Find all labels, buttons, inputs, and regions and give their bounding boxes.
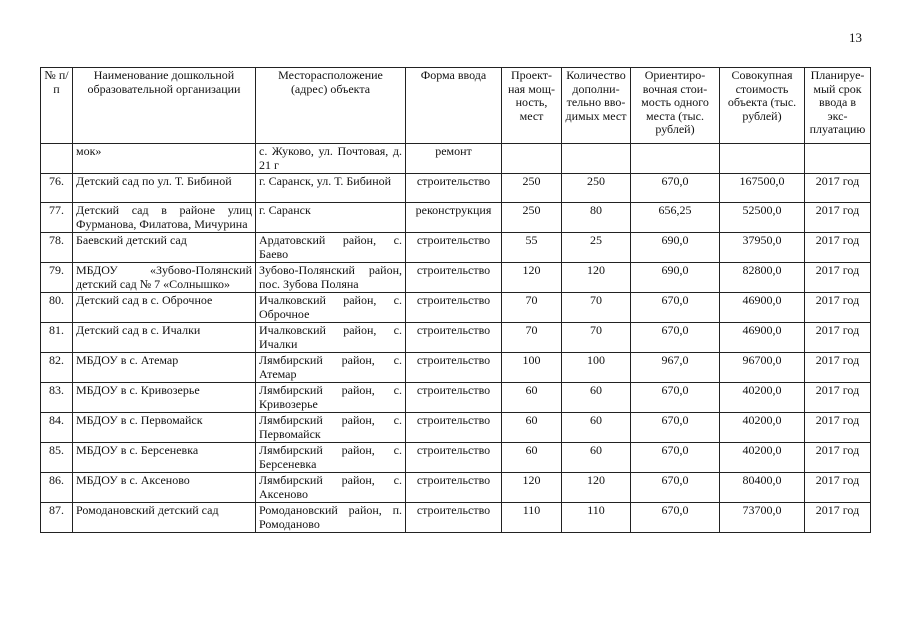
organization-name-cell: МБДОУ «Зубово-Полянский детский сад № 7 «Солнышко» (73, 263, 256, 293)
table-row (41, 293, 871, 323)
organization-name-cell: МБДОУ в с. Кривозерье (73, 383, 256, 413)
capacity-cell: 60 (502, 443, 562, 473)
capacity-cell: 60 (502, 383, 562, 413)
unit-cost-cell: 670,0 (631, 413, 720, 443)
organization-name-cell: Детский сад в с. Оброчное (73, 293, 256, 323)
input-form-cell: реконструкция (406, 203, 502, 233)
commission-year-cell (805, 144, 871, 174)
row-number-cell: 78. (41, 233, 73, 263)
capacity-cell (502, 144, 562, 174)
unit-cost-cell: 967,0 (631, 353, 720, 383)
location-cell: с. Жуково, ул. Почтовая, д. 21 г (256, 144, 406, 174)
row-number-cell (41, 144, 73, 174)
capacity-cell: 250 (502, 174, 562, 203)
location-cell: Лямбирский район, с. Кривозерье (256, 383, 406, 413)
input-form-cell: строительство (406, 473, 502, 503)
additional-places-cell: 60 (562, 443, 631, 473)
unit-cost-cell: 690,0 (631, 263, 720, 293)
total-cost-cell: 82800,0 (720, 263, 805, 293)
input-form-cell: строительство (406, 293, 502, 323)
header-capacity: Проект-ная мощ-ность, мест (502, 68, 562, 144)
input-form-cell: строительство (406, 413, 502, 443)
additional-places-cell (562, 144, 631, 174)
capacity-cell: 100 (502, 353, 562, 383)
location-cell: г. Саранск, ул. Т. Бибиной (256, 174, 406, 203)
location-cell: Ичалковский район, с. Ичалки (256, 323, 406, 353)
table-row (41, 263, 871, 293)
capacity-cell: 250 (502, 203, 562, 233)
total-cost-cell: 96700,0 (720, 353, 805, 383)
location-cell: Ардатовский район, с. Баево (256, 233, 406, 263)
additional-places-cell: 100 (562, 353, 631, 383)
commission-year-cell: 2017 год (805, 293, 871, 323)
header-unit-cost: Ориентиро-вочная стои-мость одного места (тыс. рублей) (631, 68, 720, 144)
table-row (41, 353, 871, 383)
input-form-cell: строительство (406, 443, 502, 473)
commission-year-cell: 2017 год (805, 323, 871, 353)
row-number-cell: 84. (41, 413, 73, 443)
input-form-cell: строительство (406, 233, 502, 263)
total-cost-cell: 46900,0 (720, 323, 805, 353)
table-row (41, 503, 871, 533)
table-row (41, 144, 871, 174)
additional-places-cell: 120 (562, 263, 631, 293)
header-location: Месторасположение (адрес) объекта (256, 68, 406, 144)
input-form-cell: строительство (406, 383, 502, 413)
additional-places-cell: 70 (562, 323, 631, 353)
capacity-cell: 70 (502, 323, 562, 353)
commission-year-cell: 2017 год (805, 413, 871, 443)
commission-year-cell: 2017 год (805, 263, 871, 293)
additional-places-cell: 110 (562, 503, 631, 533)
commission-year-cell: 2017 год (805, 473, 871, 503)
total-cost-cell: 46900,0 (720, 293, 805, 323)
unit-cost-cell: 670,0 (631, 323, 720, 353)
organization-name-cell: Детский сад в с. Ичалки (73, 323, 256, 353)
row-number-cell: 83. (41, 383, 73, 413)
total-cost-cell: 167500,0 (720, 174, 805, 203)
additional-places-cell: 70 (562, 293, 631, 323)
additional-places-cell: 80 (562, 203, 631, 233)
location-cell: Лямбирский район, с. Первомайск (256, 413, 406, 443)
additional-places-cell: 25 (562, 233, 631, 263)
additional-places-cell: 250 (562, 174, 631, 203)
input-form-cell: строительство (406, 503, 502, 533)
table-row (41, 473, 871, 503)
row-number-cell: 87. (41, 503, 73, 533)
organization-name-cell: МБДОУ в с. Первомайск (73, 413, 256, 443)
capacity-cell: 120 (502, 263, 562, 293)
additional-places-cell: 60 (562, 413, 631, 443)
unit-cost-cell: 670,0 (631, 473, 720, 503)
capacity-cell: 60 (502, 413, 562, 443)
organization-name-cell: МБДОУ в с. Берсеневка (73, 443, 256, 473)
input-form-cell: строительство (406, 174, 502, 203)
table-row (41, 174, 871, 203)
capacity-cell: 70 (502, 293, 562, 323)
header-year: Планируе-мый срок ввода в экс-плуатацию (805, 68, 871, 144)
row-number-cell: 79. (41, 263, 73, 293)
commission-year-cell: 2017 год (805, 443, 871, 473)
commission-year-cell: 2017 год (805, 174, 871, 203)
additional-places-cell: 120 (562, 473, 631, 503)
header-total-cost: Совокупная стоимость объекта (тыс. рублей) (720, 68, 805, 144)
unit-cost-cell: 670,0 (631, 174, 720, 203)
row-number-cell: 81. (41, 323, 73, 353)
table-row (41, 383, 871, 413)
organization-name-cell: МБДОУ в с. Атемар (73, 353, 256, 383)
location-cell: г. Саранск (256, 203, 406, 233)
location-cell: Зубово-Полянский район, пос. Зубова Поляна (256, 263, 406, 293)
row-number-cell: 77. (41, 203, 73, 233)
row-number-cell: 80. (41, 293, 73, 323)
capacity-cell: 55 (502, 233, 562, 263)
header-form: Форма ввода (406, 68, 502, 144)
total-cost-cell: 40200,0 (720, 383, 805, 413)
row-number-cell: 85. (41, 443, 73, 473)
location-cell: Лямбирский район, с. Берсеневка (256, 443, 406, 473)
commission-year-cell: 2017 год (805, 233, 871, 263)
unit-cost-cell (631, 144, 720, 174)
organization-name-cell: Баевский детский сад (73, 233, 256, 263)
additional-places-cell: 60 (562, 383, 631, 413)
unit-cost-cell: 670,0 (631, 503, 720, 533)
organization-name-cell: Детский сад по ул. Т. Бибиной (73, 174, 256, 203)
unit-cost-cell: 690,0 (631, 233, 720, 263)
row-number-cell: 76. (41, 174, 73, 203)
header-num: № п/п (41, 68, 73, 144)
table-row (41, 233, 871, 263)
table-body (41, 144, 871, 533)
total-cost-cell: 52500,0 (720, 203, 805, 233)
page-number: 13 (849, 30, 862, 45)
unit-cost-cell: 670,0 (631, 383, 720, 413)
location-cell: Ичалковский район, с. Оброчное (256, 293, 406, 323)
header-name: Наименование дошкольной образовательной организации (73, 68, 256, 144)
unit-cost-cell: 670,0 (631, 293, 720, 323)
input-form-cell: строительство (406, 353, 502, 383)
row-number-cell: 86. (41, 473, 73, 503)
total-cost-cell: 80400,0 (720, 473, 805, 503)
row-number-cell: 82. (41, 353, 73, 383)
facilities-table (40, 67, 871, 533)
table-row (41, 323, 871, 353)
organization-name-cell: Детский сад в районе улиц Фурманова, Филатова, Мичурина (73, 203, 256, 233)
organization-name-cell: Ромодановский детский сад (73, 503, 256, 533)
header-quantity: Количество дополни-тельно вво-димых мест (562, 68, 631, 144)
organization-name-cell: МБДОУ в с. Аксеново (73, 473, 256, 503)
unit-cost-cell: 656,25 (631, 203, 720, 233)
total-cost-cell: 37950,0 (720, 233, 805, 263)
input-form-cell: строительство (406, 263, 502, 293)
input-form-cell: строительство (406, 323, 502, 353)
capacity-cell: 120 (502, 473, 562, 503)
table-row (41, 443, 871, 473)
commission-year-cell: 2017 год (805, 203, 871, 233)
table-row (41, 203, 871, 233)
input-form-cell: ремонт (406, 144, 502, 174)
header-row (41, 68, 871, 144)
table-row (41, 413, 871, 443)
unit-cost-cell: 670,0 (631, 443, 720, 473)
location-cell: Лямбирский район, с. Атемар (256, 353, 406, 383)
location-cell: Ромодановский район, п. Ромоданово (256, 503, 406, 533)
total-cost-cell: 40200,0 (720, 443, 805, 473)
commission-year-cell: 2017 год (805, 353, 871, 383)
commission-year-cell: 2017 год (805, 383, 871, 413)
organization-name-cell: мок» (73, 144, 256, 174)
total-cost-cell: 40200,0 (720, 413, 805, 443)
commission-year-cell: 2017 год (805, 503, 871, 533)
total-cost-cell: 73700,0 (720, 503, 805, 533)
capacity-cell: 110 (502, 503, 562, 533)
total-cost-cell (720, 144, 805, 174)
location-cell: Лямбирский район, с. Аксеново (256, 473, 406, 503)
